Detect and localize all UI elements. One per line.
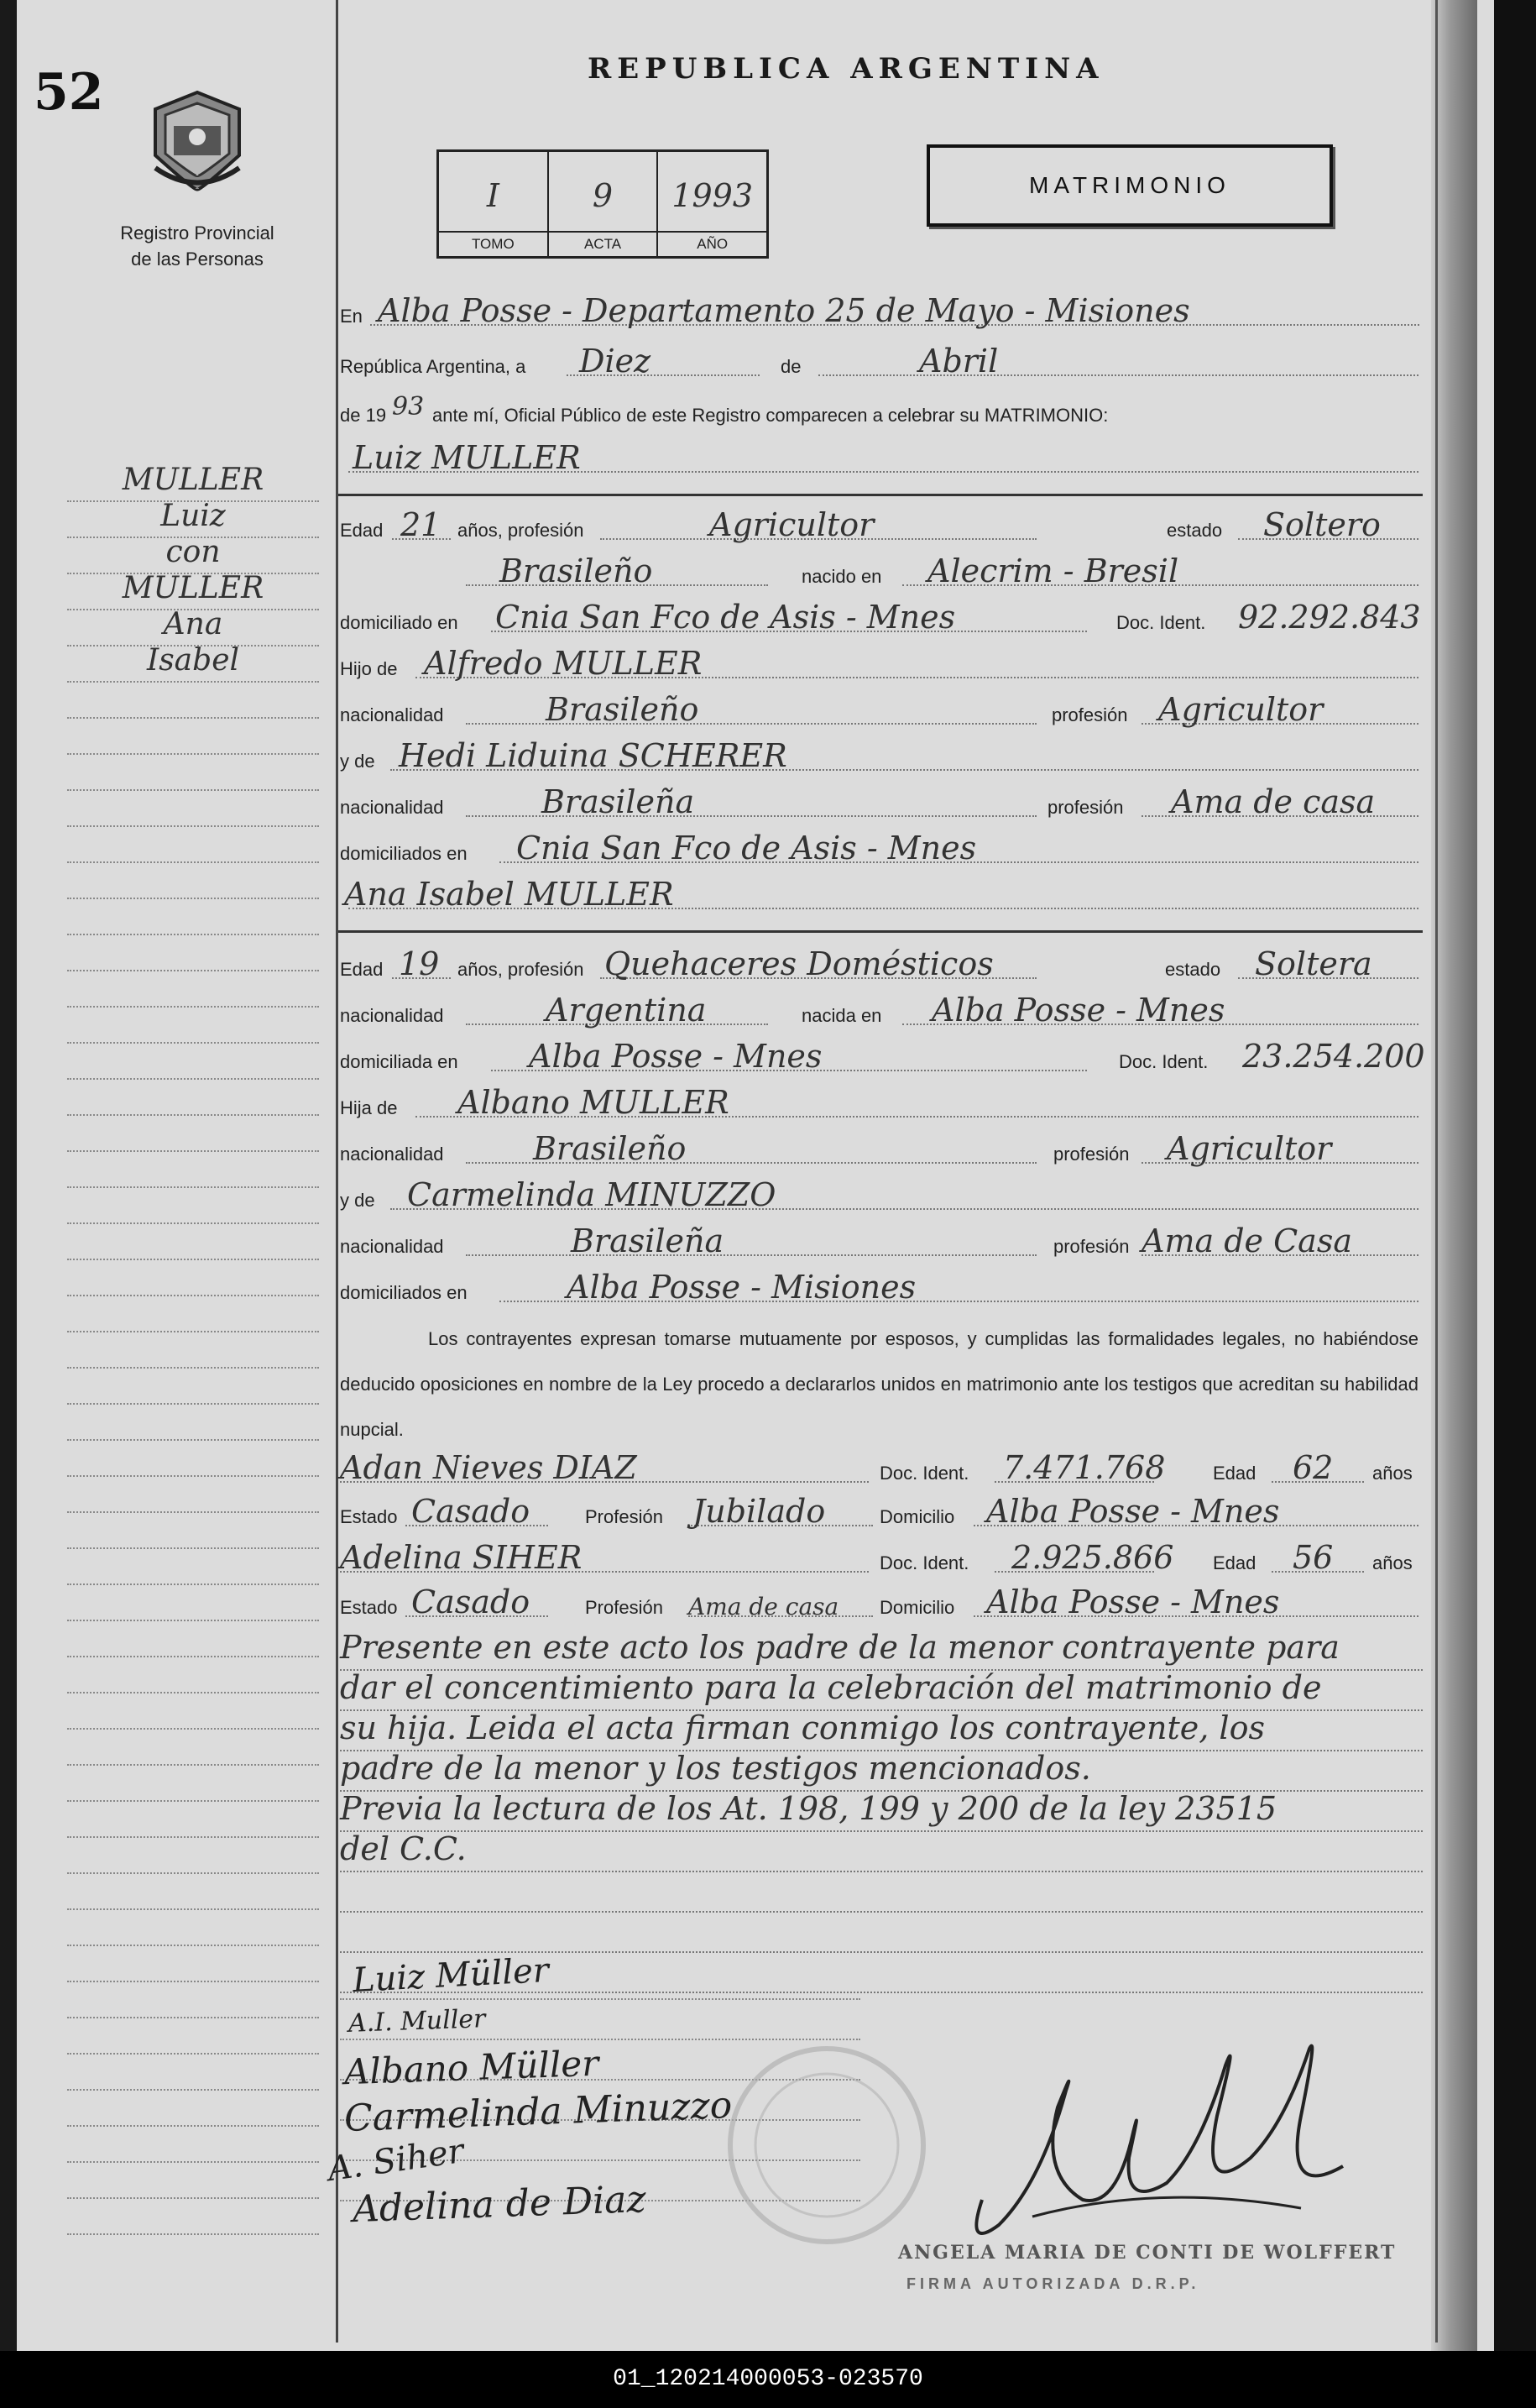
groom-name: Luiz MULLER [353, 439, 581, 476]
declaration-text: Los contrayentes expresan tomarse mutuamente por esposos, y cumplidas las formalidades legales, no habiéndose deducido oposiciones en nombre de la Ley procedo a declararlos unidos en matrimonio ante los testigos que acreditan su habilidad nupcial. [340, 1328, 1418, 1440]
margin-line [67, 755, 319, 791]
margin-line [67, 1477, 319, 1513]
official-stamp-icon [722, 2040, 932, 2250]
observation-line: su hija. Leida el acta firman conmigo los contrayente, los [340, 1709, 1423, 1751]
margin-line [67, 1657, 319, 1693]
groom-address-line: domiciliado en Cnia San Fco de Asis - Mnes Doc. Ident. 92.292.843 [340, 599, 1421, 636]
bride-parents-address-line: domiciliados en Alba Posse - Misiones [340, 1270, 1423, 1311]
margin-line [67, 1946, 319, 1982]
margin-line [67, 1332, 319, 1369]
country-title: REPUBLICA ARGENTINA [588, 52, 1105, 86]
margin-line [67, 863, 319, 899]
groom-age-line: Edad 21 años, profesión Agricultor estado Soltero [340, 508, 1423, 548]
intro-date-line: República Argentina, a Diez de Abril [340, 344, 1423, 385]
margin-line: MULLER [67, 466, 319, 502]
observation-line: dar el concentimiento para la celebración del matrimonio de [340, 1669, 1423, 1711]
groom-name-line [340, 441, 1423, 481]
margin-line [67, 935, 319, 971]
observation-line [340, 1871, 1423, 1913]
margin-line: MULLER [67, 574, 319, 610]
observation-line [340, 1911, 1423, 1953]
observation-line: Previa la lectura de los At. 198, 199 y 200 de la ley 23515 [340, 1790, 1423, 1832]
month-value: Abril [919, 343, 999, 380]
margin-line [67, 1982, 319, 2018]
margin-rule [336, 0, 338, 2343]
observation-line: Presente en este acto los padre de la menor contrayente para [340, 1629, 1423, 1671]
groom-father-line: Hijo de Alfredo MULLER [340, 646, 1423, 687]
section-divider [338, 930, 1423, 933]
observation-line: padre de la menor y los testigos mencionados. [340, 1750, 1423, 1792]
act-type-box: MATRIMONIO [927, 144, 1333, 227]
book-binding [1431, 0, 1477, 2351]
groom-signature: Luiz Müller [351, 1950, 551, 2001]
groom-father-details-line: nacionalidad Brasileño profesión Agricultor [340, 693, 1423, 733]
scan-id-footer: 01_120214000053-023570 [0, 2351, 1536, 2408]
margin-line [67, 1874, 319, 1910]
tomo-value: I [486, 177, 499, 214]
margin-line [67, 1044, 319, 1080]
observation-line: del C.C. [340, 1830, 1423, 1872]
registry-name: Registro Provincial de las Personas [120, 222, 274, 270]
margin-line [67, 719, 319, 755]
scan-left-edge [0, 0, 17, 2351]
margin-line [67, 971, 319, 1008]
groom-parents-address-line: domiciliados en Cnia San Fco de Asis - Mnes [340, 831, 1423, 872]
witness-1-line: Adan Nieves DIAZ Doc. Ident. 7.471.768 Edad 62 años [340, 1449, 1413, 1486]
tomo-cell [439, 152, 549, 256]
margin-line [67, 1008, 319, 1044]
groom-mother-line: y de Hedi Liduina SCHERER [340, 739, 1423, 779]
margin-line [67, 1188, 319, 1224]
bride-mother-line: y de Carmelinda MINUZZO [340, 1178, 1423, 1218]
witness-2-signature: A. Siher [325, 2131, 467, 2190]
place-value: Alba Posse - Departamento 25 de Mayo - Misiones [378, 292, 1190, 329]
margin-line [67, 683, 319, 719]
intro-place-line: En Alba Posse - Departamento 25 de Mayo - Misiones [340, 294, 1423, 334]
official-title: FIRMA AUTORIZADA D.R.P. [906, 2275, 1200, 2292]
bride-address-line: domiciliada en Alba Posse - Mnes Doc. Ident. 23.254.200 [340, 1038, 1425, 1075]
signature-line [340, 1998, 860, 2000]
margin-line [67, 1152, 319, 1188]
margin-line: Luiz [67, 502, 319, 538]
margin-line [67, 1080, 319, 1116]
groom-mother-details-line: nacionalidad Brasileña profesión Ama de casa [340, 785, 1423, 825]
margin-line [67, 1224, 319, 1260]
margin-note [67, 463, 319, 2235]
margin-line [67, 2055, 319, 2091]
acta-label: ACTA [549, 231, 657, 256]
margin-line [67, 1766, 319, 1802]
margin-line [67, 1910, 319, 1946]
margin-line: con [67, 538, 319, 574]
margin-line: Ana [67, 610, 319, 646]
margin-line [67, 1369, 319, 1405]
official-name: ANGELA MARIA DE CONTI DE WOLFFERT [898, 2242, 1397, 2264]
margin-line [67, 1513, 319, 1549]
tomo-label: TOMO [439, 231, 547, 256]
margin-line [67, 1838, 319, 1874]
ano-value: 1993 [671, 177, 754, 214]
bride-father-details-line: nacionalidad Brasileño profesión Agricultor [340, 1132, 1423, 1172]
margin-line [67, 1549, 319, 1585]
provincial-seal-icon [147, 88, 248, 193]
witness-2-line: Adelina SIHER Doc. Ident. 2.925.866 Edad 56 años [340, 1539, 1413, 1576]
margin-line [67, 791, 319, 827]
acta-value: 9 [592, 177, 614, 214]
margin-line [67, 2199, 319, 2235]
margin-line [67, 1621, 319, 1657]
bride-nationality-line: nacionalidad Argentina nacida en Alba Posse - Mnes [340, 993, 1423, 1034]
margin-line [67, 1585, 319, 1621]
section-divider [338, 494, 1423, 496]
margin-line [67, 2091, 319, 2127]
right-rule [1435, 0, 1438, 2343]
bride-signature: A.I. Muller [347, 2004, 487, 2039]
official-signature-icon [948, 2015, 1368, 2267]
bride-age-line: Edad 19 años, profesión Quehaceres Domésticos estado Soltera [340, 947, 1423, 987]
margin-line [67, 1260, 319, 1296]
witness-1-details-line: Estado Casado Profesión Jubilado Domicilio Alba Posse - Mnes [340, 1495, 1423, 1535]
margin-line [67, 1441, 319, 1477]
margin-line [67, 1802, 319, 1838]
groom-nationality-line: Brasileño nacido en Alecrim - Bresil [340, 554, 1423, 594]
margin-line [67, 2018, 319, 2055]
father-signature: Albano Müller [343, 2042, 599, 2093]
bride-father-line: Hija de Albano MULLER [340, 1086, 1423, 1126]
ano-cell [658, 152, 766, 256]
page-number: 52 [34, 63, 104, 122]
day-value: Diez [579, 343, 651, 380]
margin-line [67, 827, 319, 863]
margin-line [67, 899, 319, 935]
acta-cell [549, 152, 659, 256]
bride-mother-details-line: nacionalidad Brasileña profesión Ama de Casa [340, 1224, 1423, 1264]
margin-line [67, 2163, 319, 2199]
margin-line [67, 1296, 319, 1332]
margin-line: Isabel [67, 646, 319, 683]
bride-name: Ana Isabel MULLER [344, 876, 674, 913]
margin-line [67, 1405, 319, 1441]
witness-1-signature: Adelina de Diaz [352, 2177, 647, 2232]
year-value: 93 [392, 392, 425, 421]
ano-label: AÑO [658, 231, 766, 256]
witness-2-details-line: Estado Casado Profesión Ama de casa Domicilio Alba Posse - Mnes [340, 1585, 1423, 1625]
margin-line [67, 1693, 319, 1730]
margin-line [67, 1116, 319, 1152]
margin-line [67, 1730, 319, 1766]
tomo-acta-ano-box [436, 149, 769, 259]
bride-name-line [340, 877, 1423, 918]
intro-year-line: de 19 93 ante mí, Oficial Público de este Registro comparecen a celebrar su MATRIMONIO: [340, 392, 1109, 426]
mother-signature: Carmelinda Minuzzo [343, 2083, 733, 2141]
margin-line [67, 2127, 319, 2163]
